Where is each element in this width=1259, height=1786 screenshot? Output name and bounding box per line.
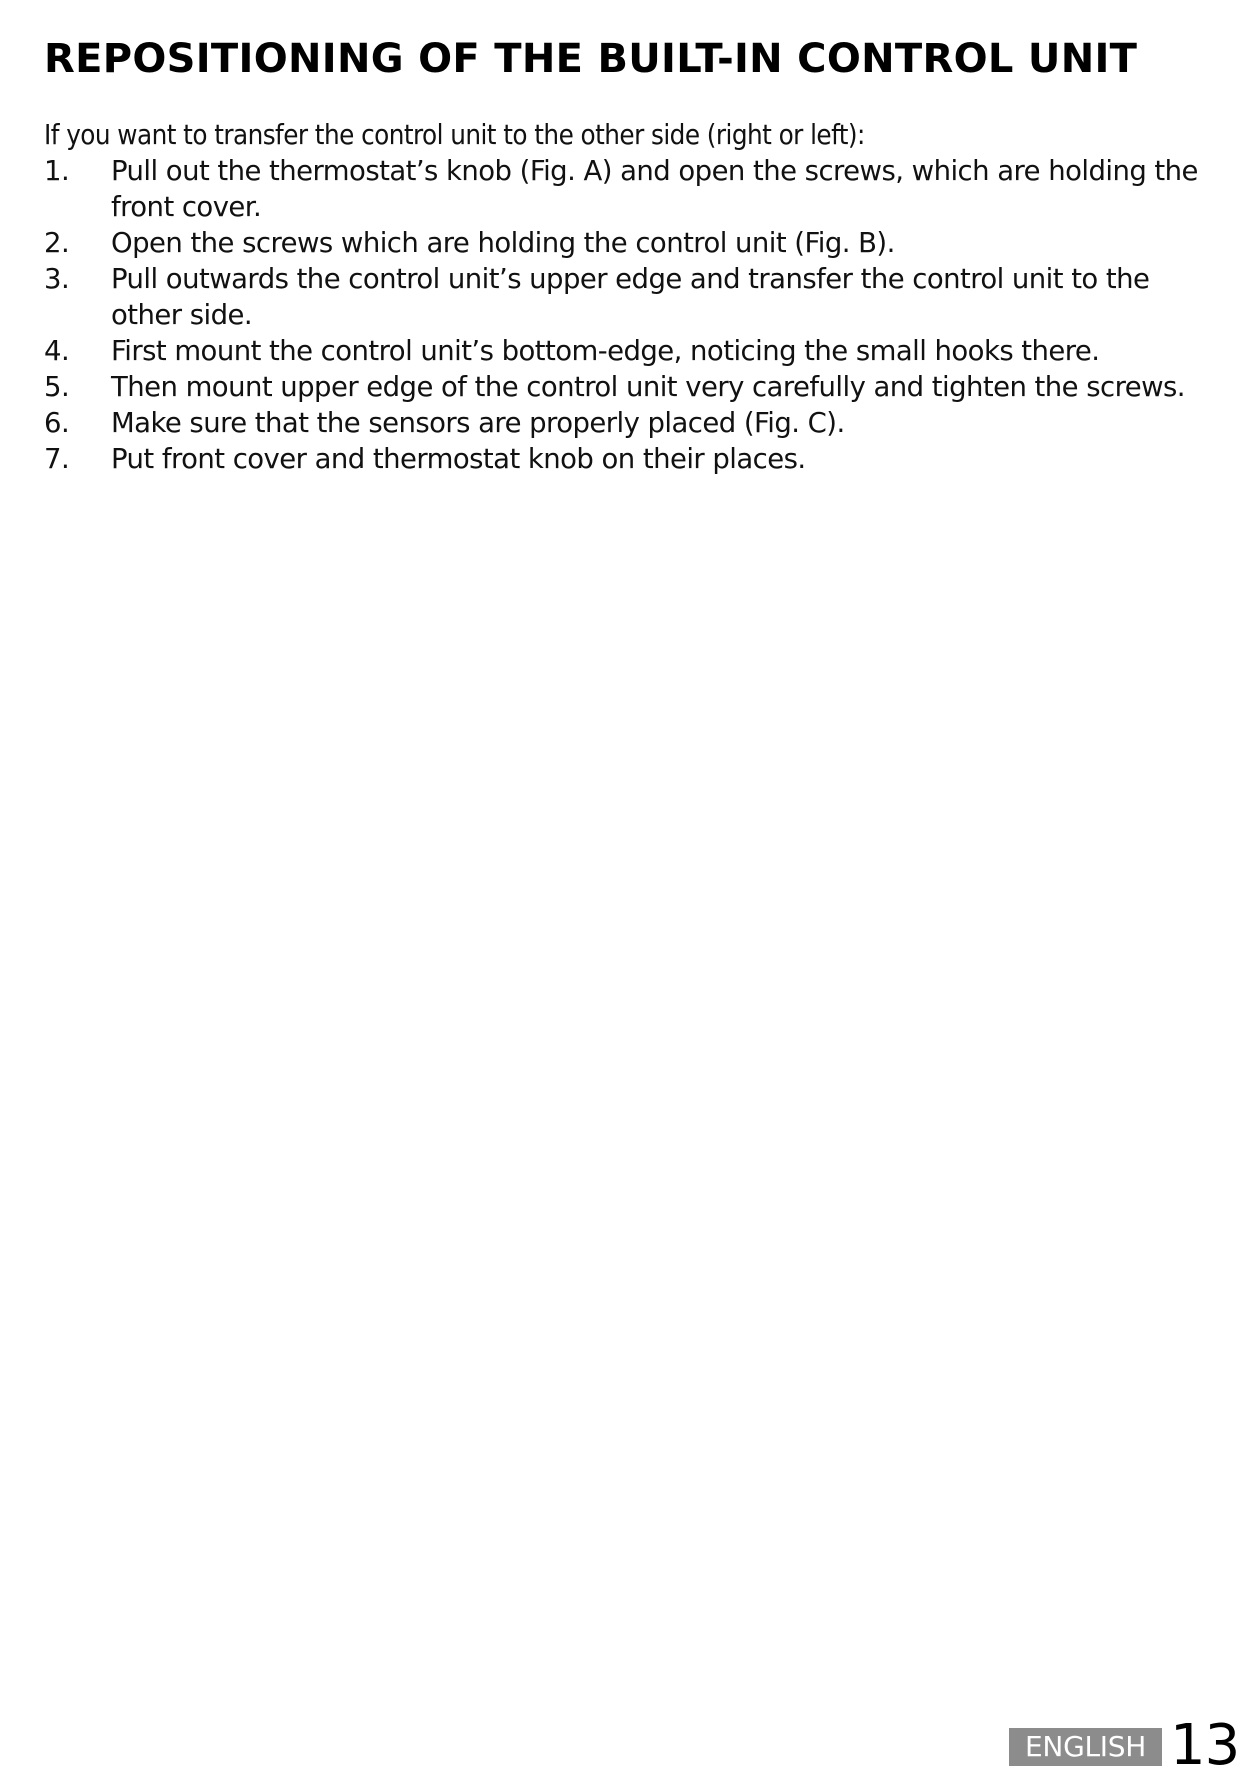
intro-text: If you want to transfer the control unit to the other side (right or left):	[44, 119, 865, 151]
page-number: 13	[1170, 1713, 1240, 1778]
list-item	[44, 405, 1224, 441]
step-number: 2.	[44, 227, 70, 259]
step-number: 1.	[44, 155, 70, 187]
step-text: Then mount upper edge of the control unit very carefully and tighten the screws.	[111, 371, 1185, 403]
step-number: 5.	[44, 371, 70, 403]
step-number: 7.	[44, 443, 70, 475]
page-title: REPOSITIONING OF THE BUILT-IN CONTROL UNIT	[44, 36, 1138, 82]
step-text: Make sure that the sensors are properly placed (Fig. C).	[111, 407, 845, 439]
list-item	[44, 153, 1224, 225]
step-text: Pull out the thermostat’s knob (Fig. A) and open the screws, which are holding the front cover.	[111, 155, 1198, 223]
list-item	[44, 225, 1224, 261]
step-text: Open the screws which are holding the control unit (Fig. B).	[111, 227, 895, 259]
list-item	[44, 333, 1224, 369]
step-text: First mount the control unit’s bottom-edge, noticing the small hooks there.	[111, 335, 1100, 367]
step-text: Put front cover and thermostat knob on their places.	[111, 443, 806, 475]
language-badge: ENGLISH	[1009, 1728, 1162, 1766]
list-item	[44, 441, 1224, 477]
list-item	[44, 369, 1224, 405]
list-item	[44, 261, 1224, 333]
step-number: 6.	[44, 407, 70, 439]
instruction-list	[44, 153, 1224, 477]
step-number: 3.	[44, 263, 70, 295]
step-text: Pull outwards the control unit’s upper edge and transfer the control unit to the other side.	[111, 263, 1150, 331]
step-number: 4.	[44, 335, 70, 367]
